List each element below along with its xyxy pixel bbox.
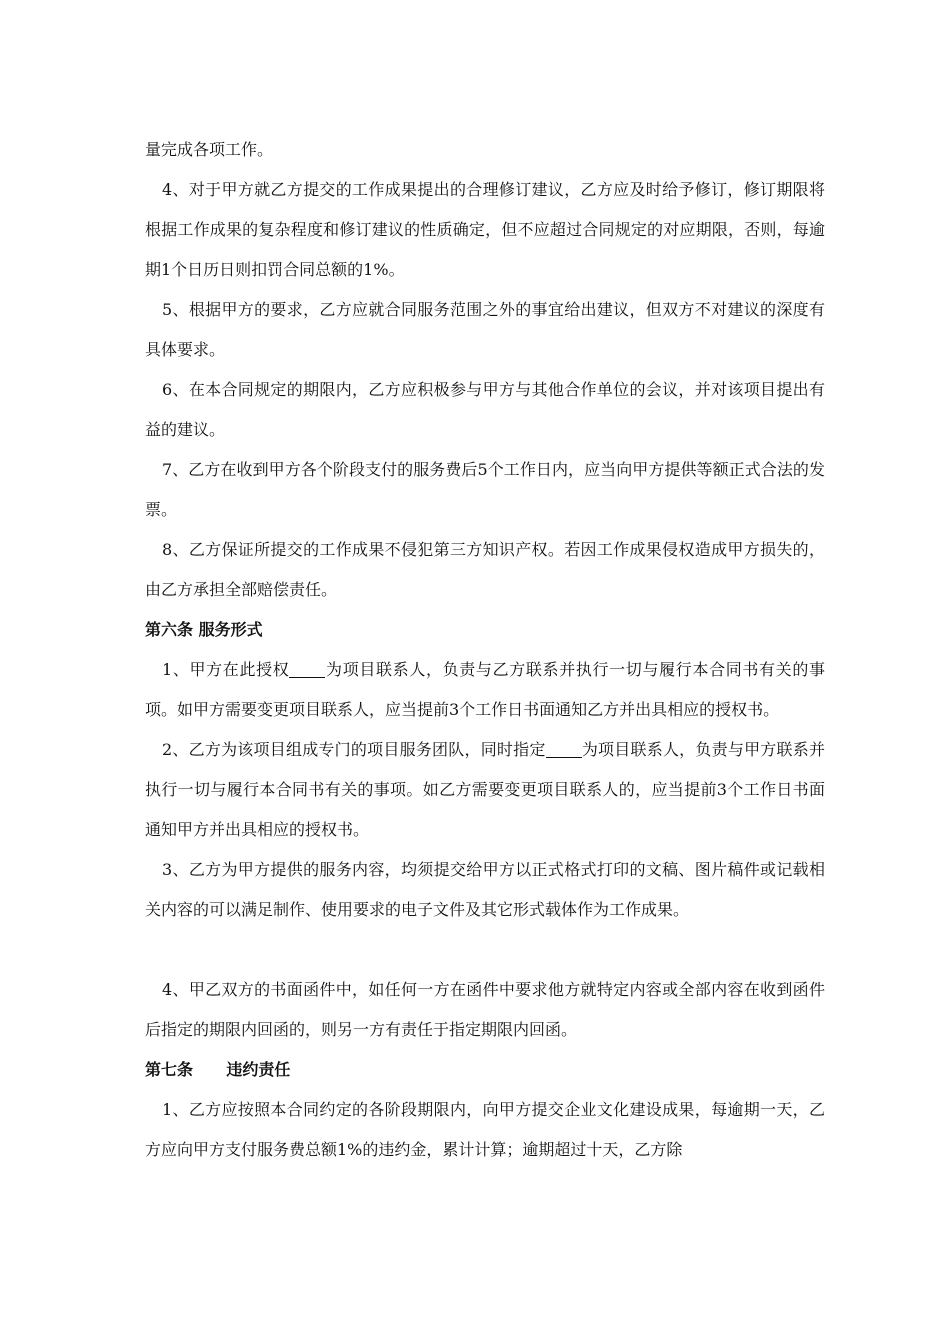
article-6-heading: 第六条 服务形式	[145, 620, 263, 639]
clause-6-item-1-end: 为项目联系人，负责与乙方联系并执行一切与履行本合同书有关的事项。如甲方需要变更项目联系人，应当提前3个工作日书面通知乙方并出具相应的授权书。	[145, 660, 825, 719]
clause-7-item-1: 1、乙方应按照本合同约定的各阶段期限内，向甲方提交企业文化建设成果，每逾期一天，乙方应向甲方支付服务费总额1%的违约金，累计计算；逾期超过十天，乙方除	[145, 1100, 825, 1159]
clause-6-item-2-end: 为项目联系人，负责与甲方联系并执行一切与履行本合同书有关的事项。如乙方需要变更项目联系人的，应当提前3个工作日书面通知甲方并出具相应的授权书。	[145, 740, 825, 839]
clause-5-item-7: 7、乙方在收到甲方各个阶段支付的服务费后5个工作日内，应当向甲方提供等额正式合法的发票。	[145, 460, 825, 519]
clause-6-item-1	[145, 650, 825, 730]
clause-6-item-1-start: 1、甲方在此授权	[162, 660, 290, 679]
clause-6-item-4: 4、甲乙双方的书面函件中，如任何一方在函件中要求他方就特定内容或全部内容在收到函件后指定的期限内回函的，则另一方有责任于指定期限内回函。	[145, 980, 825, 1039]
clause-5-item-8: 8、乙方保证所提交的工作成果不侵犯第三方知识产权。若因工作成果侵权造成甲方损失的，由乙方承担全部赔偿责任。	[145, 540, 825, 599]
blank-underline	[546, 741, 582, 758]
empty-line	[145, 930, 825, 970]
blank-underline	[289, 661, 325, 678]
clause-6-item-2	[145, 730, 825, 850]
clause-6-item-2-start: 2、乙方为该项目组成专门的项目服务团队，同时指定	[162, 740, 546, 759]
clause-5-item-5: 5、根据甲方的要求，乙方应就合同服务范围之外的事宜给出建议，但双方不对建议的深度有具体要求。	[145, 300, 825, 359]
paragraph-continuation: 量完成各项工作。	[145, 140, 274, 159]
clause-5-item-6: 6、在本合同规定的期限内，乙方应积极参与甲方与其他合作单位的会议，并对该项目提出有益的建议。	[145, 380, 825, 439]
clause-6-item-3: 3、乙方为甲方提供的服务内容，均须提交给甲方以正式格式打印的文稿、图片稿件或记载相关内容的可以满足制作、使用要求的电子文件及其它形式载体作为工作成果。	[145, 860, 825, 919]
document-page	[145, 130, 825, 1170]
article-7-heading: 第七条 违约责任	[145, 1060, 291, 1079]
clause-5-item-4: 4、对于甲方就乙方提交的工作成果提出的合理修订建议，乙方应及时给予修订，修订期限将根据工作成果的复杂程度和修订建议的性质确定，但不应超过合同规定的对应期限，否则，每逾期1个日历日则扣罚合同总额的1%。	[145, 180, 825, 279]
